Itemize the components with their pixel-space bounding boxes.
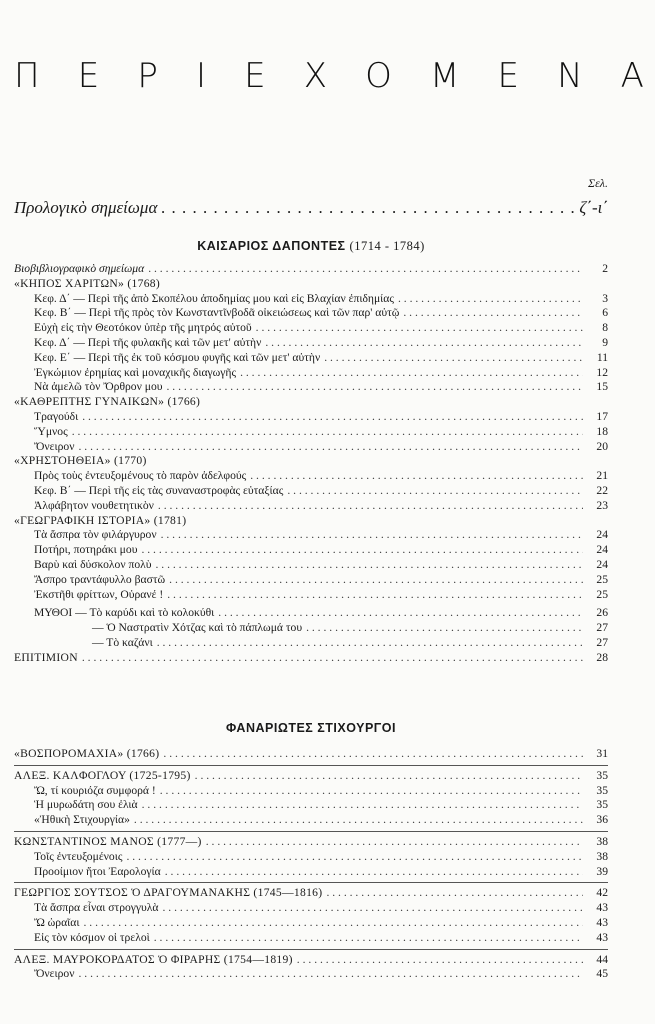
dot-leader bbox=[82, 410, 583, 425]
dot-leader bbox=[326, 886, 583, 901]
toc-entry-title: — Τὸ καζάνι bbox=[92, 635, 153, 649]
dot-leader bbox=[148, 262, 583, 277]
toc-entry-title: Κεφ. Ε΄ — Περὶ τῆς ἐκ τοῦ κόσμου φυγῆς καὶ τῶν μετ' αὐτὴν bbox=[34, 350, 321, 364]
toc-entry-title: Ποτήρι, ποτηράκι μου bbox=[34, 543, 138, 557]
toc-entry[interactable] bbox=[14, 606, 608, 621]
toc-entry[interactable] bbox=[14, 306, 608, 321]
dot-leader bbox=[403, 306, 583, 321]
toc-entry-title: Προοίμιον ἤτοι Ἐαρολογία bbox=[34, 864, 161, 878]
toc-entry-page: 43 bbox=[596, 915, 608, 929]
toc-entry-title: Κεφ. Β΄ — Περὶ τῆς πρὸς τὸν Κωνσταντῖνβοδᾶ οἰκειώσεως καὶ τῶν παρ' αὐτῷ bbox=[34, 306, 400, 320]
dot-leader bbox=[287, 484, 583, 499]
toc-entry[interactable] bbox=[14, 425, 608, 440]
dot-leader bbox=[297, 953, 583, 968]
title-letter: Ε bbox=[244, 56, 266, 96]
dot-leader bbox=[161, 528, 583, 543]
section-heading-text: ΚΑΙΣΑΡΙΟΣ ΔΑΠΟΝΤΕΣ bbox=[197, 239, 346, 253]
toc-entry-page: 12 bbox=[596, 365, 608, 379]
toc-entry-title: Νὰ ἀμελῶ τὸν Ὄρθρον μου bbox=[34, 380, 163, 394]
toc-entry-page: 43 bbox=[596, 901, 608, 915]
toc-entry-title: Εὐχὴ εἰς τὴν Θεοτόκον ὑπὲρ τῆς μητρός αὐτοῦ bbox=[34, 321, 252, 335]
dot-leader bbox=[78, 967, 583, 982]
toc-entry-title: Ὤ ὡραῖαι bbox=[34, 915, 80, 929]
toc-entry[interactable] bbox=[14, 813, 608, 828]
toc-entry-page: 17 bbox=[596, 409, 608, 423]
toc-entry-title: Κεφ. Β΄ — Περὶ τῆς εἰς τὰς συναναστροφὰς εὐταξίας bbox=[34, 483, 284, 497]
section-divider bbox=[14, 831, 608, 832]
dot-leader bbox=[160, 784, 583, 799]
title-letter: Χ bbox=[303, 56, 328, 96]
toc-entry-title: «Ἠθικὴ Στιχουργία» bbox=[34, 813, 130, 827]
toc-entry-page: 6 bbox=[602, 306, 608, 320]
toc-entry-title: Ἐγκώμιον ἐρημίας καὶ μοναχικῆς διαγωγῆς bbox=[34, 365, 237, 379]
dot-leader bbox=[126, 850, 583, 865]
toc-entry-title: Ὤ, τί κουριόζα συμφορά ! bbox=[34, 783, 156, 797]
toc-entry-title: Ὕμνος bbox=[34, 424, 68, 438]
toc-entry-title: Τὰ ἄσπρα τὸν φιλάργυρον bbox=[34, 528, 157, 542]
toc-entry-title: Τοῖς ἐντευξομένοις bbox=[34, 849, 123, 863]
toc-entry-page: 28 bbox=[596, 650, 608, 664]
toc-entry-page: 20 bbox=[596, 439, 608, 453]
toc-entry-page: 8 bbox=[602, 321, 608, 335]
title-letter: Μ bbox=[430, 56, 460, 96]
section-heading-years: (1714 - 1784) bbox=[349, 239, 425, 253]
toc-entry-title: Τὰ ἄσπρα εἶναι στρογγυλὰ bbox=[34, 901, 159, 915]
toc-entry-title: Τραγούδι bbox=[34, 409, 79, 423]
section-heading-text: ΦΑΝΑΡΙΩΤΕΣ ΣΤΙΧΟΥΡΓΟΙ bbox=[226, 721, 396, 735]
toc-entry[interactable] bbox=[14, 953, 608, 968]
toc-entry[interactable] bbox=[14, 967, 608, 982]
toc-entry-title: ΕΠΙΤΙΜΙΟΝ bbox=[14, 650, 78, 664]
dot-leader bbox=[78, 440, 583, 455]
toc-entry-title: ΚΩΝΣΤΑΝΤΙΝΟΣ ΜΑΝΟΣ (1777—) bbox=[14, 834, 202, 848]
toc-entry[interactable] bbox=[14, 747, 608, 762]
toc-entry[interactable] bbox=[14, 351, 608, 366]
title-letter: Ο bbox=[365, 56, 392, 96]
dot-leader bbox=[169, 573, 583, 588]
toc-entry[interactable] bbox=[14, 784, 608, 799]
toc-entry-page: 9 bbox=[602, 335, 608, 349]
toc-entry[interactable] bbox=[14, 769, 608, 784]
section-divider bbox=[14, 949, 608, 950]
dot-leader bbox=[161, 198, 575, 218]
toc-entry[interactable] bbox=[14, 543, 608, 558]
toc-entry-title: Ἀλφάβητον νουθετητικὸν bbox=[34, 498, 154, 512]
page-title bbox=[14, 56, 644, 96]
toc-entry-page: 36 bbox=[596, 813, 608, 827]
dot-leader bbox=[163, 901, 584, 916]
dot-leader bbox=[154, 931, 583, 946]
toc-entry-page: 43 bbox=[596, 930, 608, 944]
toc-entry-page: 38 bbox=[596, 834, 608, 848]
toc-entry-page: 27 bbox=[596, 635, 608, 649]
toc-entry[interactable] bbox=[14, 636, 608, 651]
prologue-page: ζ΄-ι΄ bbox=[579, 198, 608, 217]
toc-entry-page: 35 bbox=[596, 768, 608, 782]
toc-entry-page: 11 bbox=[596, 350, 608, 364]
toc-entry-title: ΑΛΕΞ. ΚΑΛΦΟΓΛΟΥ (1725-1795) bbox=[14, 768, 191, 782]
toc-entry-title: Πρὸς τοὺς ἐντευξομένους τὸ παρὸν ἀδελφούς bbox=[34, 469, 247, 483]
page-column-label: Σελ. bbox=[587, 176, 608, 190]
dot-leader bbox=[155, 558, 583, 573]
dot-leader bbox=[158, 499, 583, 514]
toc-entry-title: «ΚΗΠΟΣ ΧΑΡΙΤΩΝ» (1768) bbox=[14, 276, 161, 290]
toc-entry[interactable] bbox=[14, 410, 608, 425]
toc-entry-page: 27 bbox=[596, 621, 608, 635]
toc-entry-page: 25 bbox=[596, 572, 608, 586]
toc-entry-page: 21 bbox=[596, 469, 608, 483]
toc-entry-title: Ἡ μυρωδάτη σου ἐλιὰ bbox=[34, 798, 138, 812]
toc-entry-page: 24 bbox=[596, 557, 608, 571]
toc-entry[interactable] bbox=[14, 292, 608, 307]
toc-entry-title: ΓΕΩΡΓΙΟΣ ΣΟΥΤΣΟΣ Ὁ ΔΡΑΓΟΥΜΑΝΑΚΗΣ (1745—1816) bbox=[14, 886, 323, 900]
toc-section-2 bbox=[14, 747, 608, 982]
toc-entry-title: «ΒΟΣΠΟΡΟΜΑΧΙΑ» (1766) bbox=[14, 747, 160, 760]
dot-leader bbox=[218, 606, 583, 621]
toc-entry[interactable] bbox=[14, 321, 608, 336]
toc-entry-title: Εἰς τὸν κόσμον οἱ τρελοὶ bbox=[34, 930, 150, 944]
toc-entry-page: 45 bbox=[596, 967, 608, 981]
toc-entry-title: Ὄνειρον bbox=[34, 439, 75, 453]
dot-leader bbox=[256, 321, 583, 336]
toc-entry-page: 24 bbox=[596, 543, 608, 557]
prologue-entry[interactable] bbox=[14, 198, 608, 218]
toc-entry[interactable] bbox=[14, 886, 608, 901]
dot-leader bbox=[265, 336, 583, 351]
toc-entry-title: Ἐκστῆθι φρίττων, Οὐρανέ ! bbox=[34, 587, 164, 601]
toc-entry[interactable] bbox=[14, 558, 608, 573]
section-heading-phanariotes bbox=[14, 721, 608, 735]
toc-entry[interactable] bbox=[14, 865, 608, 880]
dot-leader bbox=[72, 425, 583, 440]
toc-entry[interactable] bbox=[14, 262, 608, 277]
toc-entry[interactable] bbox=[14, 651, 608, 666]
toc-section-1 bbox=[14, 262, 608, 666]
toc-entry-page: 31 bbox=[596, 747, 608, 760]
toc-entry-page: 25 bbox=[596, 587, 608, 601]
toc-entry-page: 42 bbox=[596, 886, 608, 900]
toc-entry-page: 38 bbox=[596, 849, 608, 863]
toc-entry-page: 23 bbox=[596, 498, 608, 512]
dot-leader bbox=[142, 798, 583, 813]
toc-entry-page: 35 bbox=[596, 783, 608, 797]
toc-entry-page: 24 bbox=[596, 528, 608, 542]
toc-entry[interactable] bbox=[14, 454, 608, 469]
toc-entry-title: «ΚΑΘΡΕΠΤΗΣ ΓΥΝΑΙΚΩΝ» (1766) bbox=[14, 395, 201, 409]
toc-entry[interactable] bbox=[14, 469, 608, 484]
dot-leader bbox=[240, 366, 583, 381]
toc-entry[interactable] bbox=[14, 499, 608, 514]
title-letter: Ι bbox=[195, 56, 206, 96]
dot-leader bbox=[166, 380, 583, 395]
toc-entry-page: 15 bbox=[596, 380, 608, 394]
toc-entry-title: ΑΛΕΞ. ΜΑΥΡΟΚΟΡΔΑΤΟΣ Ὁ ΦΙΡΑΡΗΣ (1754—1819) bbox=[14, 952, 293, 966]
toc-entry-page: 18 bbox=[596, 424, 608, 438]
toc-entry[interactable] bbox=[14, 621, 608, 636]
section-divider bbox=[14, 882, 608, 883]
dot-leader bbox=[163, 747, 583, 762]
toc-entry[interactable] bbox=[14, 916, 608, 931]
toc-entry[interactable] bbox=[14, 277, 608, 292]
toc-entry-title: «ΓΕΩΓΡΑΦΙΚΗ ΙΣΤΟΡΙΑ» (1781) bbox=[14, 513, 187, 527]
toc-entry[interactable] bbox=[14, 850, 608, 865]
toc-entry-title: ΜΥΘΟΙ — Τὸ καρύδι καὶ τὸ κολοκύθι bbox=[34, 606, 215, 620]
dot-leader bbox=[157, 636, 583, 651]
dot-leader bbox=[167, 588, 583, 603]
toc-entry[interactable] bbox=[14, 336, 608, 351]
toc-entry-title: Ἄσπρο τραντάφυλλο βαστῶ bbox=[34, 572, 166, 586]
toc-entry[interactable] bbox=[14, 395, 608, 410]
dot-leader bbox=[398, 292, 583, 307]
dot-leader bbox=[195, 769, 583, 784]
toc-entry[interactable] bbox=[14, 901, 608, 916]
dot-leader bbox=[324, 351, 583, 366]
dot-leader bbox=[82, 651, 583, 666]
title-letter: Α bbox=[620, 56, 644, 96]
prologue-label: Προλογικὸ σημείωμα bbox=[14, 198, 158, 217]
toc-entry[interactable] bbox=[14, 366, 608, 381]
toc-entry-title: Ὄνειρον bbox=[34, 967, 75, 981]
toc-entry-page: 3 bbox=[602, 291, 608, 305]
toc-entry-page: 26 bbox=[596, 606, 608, 620]
title-letter: Ρ bbox=[137, 56, 158, 96]
dot-leader bbox=[83, 916, 583, 931]
dot-leader bbox=[141, 543, 583, 558]
toc-entry-title: Βιοβιβλιογραφικὸ σημείωμα bbox=[14, 262, 145, 275]
toc-entry-title: Κεφ. Δ΄ — Περὶ τῆς ἀπὸ Σκοπέλου ἀποδημίας μου καὶ εἰς Βλαχίαν ἐπιδημίας bbox=[34, 291, 394, 305]
toc-entry[interactable] bbox=[14, 440, 608, 455]
section-divider bbox=[14, 765, 608, 766]
toc-entry-title: Κεφ. Δ΄ — Περὶ τῆς φυλακῆς καὶ τῶν μετ' αὐτὴν bbox=[34, 335, 262, 349]
toc-entry[interactable] bbox=[14, 798, 608, 813]
toc-entry-page: 39 bbox=[596, 864, 608, 878]
toc-entry[interactable] bbox=[14, 573, 608, 588]
toc-entry-page: 35 bbox=[596, 798, 608, 812]
toc-entry[interactable] bbox=[14, 835, 608, 850]
toc-entry-title: Βαρὺ καὶ δύσκολον πολὺ bbox=[34, 557, 152, 571]
toc-entry-page: 44 bbox=[596, 952, 608, 966]
title-letter: Π bbox=[14, 56, 40, 96]
dot-leader bbox=[250, 469, 583, 484]
toc-entry[interactable] bbox=[14, 931, 608, 946]
toc-entry-title: «ΧΡΗΣΤΟΗΘΕΙΑ» (1770) bbox=[14, 454, 147, 468]
toc-entry[interactable] bbox=[14, 484, 608, 499]
dot-leader bbox=[134, 813, 583, 828]
dot-leader bbox=[306, 621, 583, 636]
toc-entry[interactable] bbox=[14, 588, 608, 603]
toc-entry-page: 22 bbox=[596, 483, 608, 497]
toc-entry[interactable] bbox=[14, 514, 608, 529]
toc-entry-page: 2 bbox=[602, 262, 608, 275]
toc-entry[interactable] bbox=[14, 528, 608, 543]
title-letter: Ε bbox=[77, 56, 100, 96]
title-letter: Ν bbox=[557, 56, 583, 96]
dot-leader bbox=[206, 835, 583, 850]
dot-leader bbox=[165, 865, 583, 880]
title-letter: Ε bbox=[497, 56, 519, 96]
section-heading-kaisarios bbox=[14, 239, 608, 254]
toc-entry[interactable] bbox=[14, 380, 608, 395]
toc-entry-title: — Ὁ Ναστρατὶν Χότζας καὶ τὸ πάπλωμά του bbox=[92, 621, 303, 635]
